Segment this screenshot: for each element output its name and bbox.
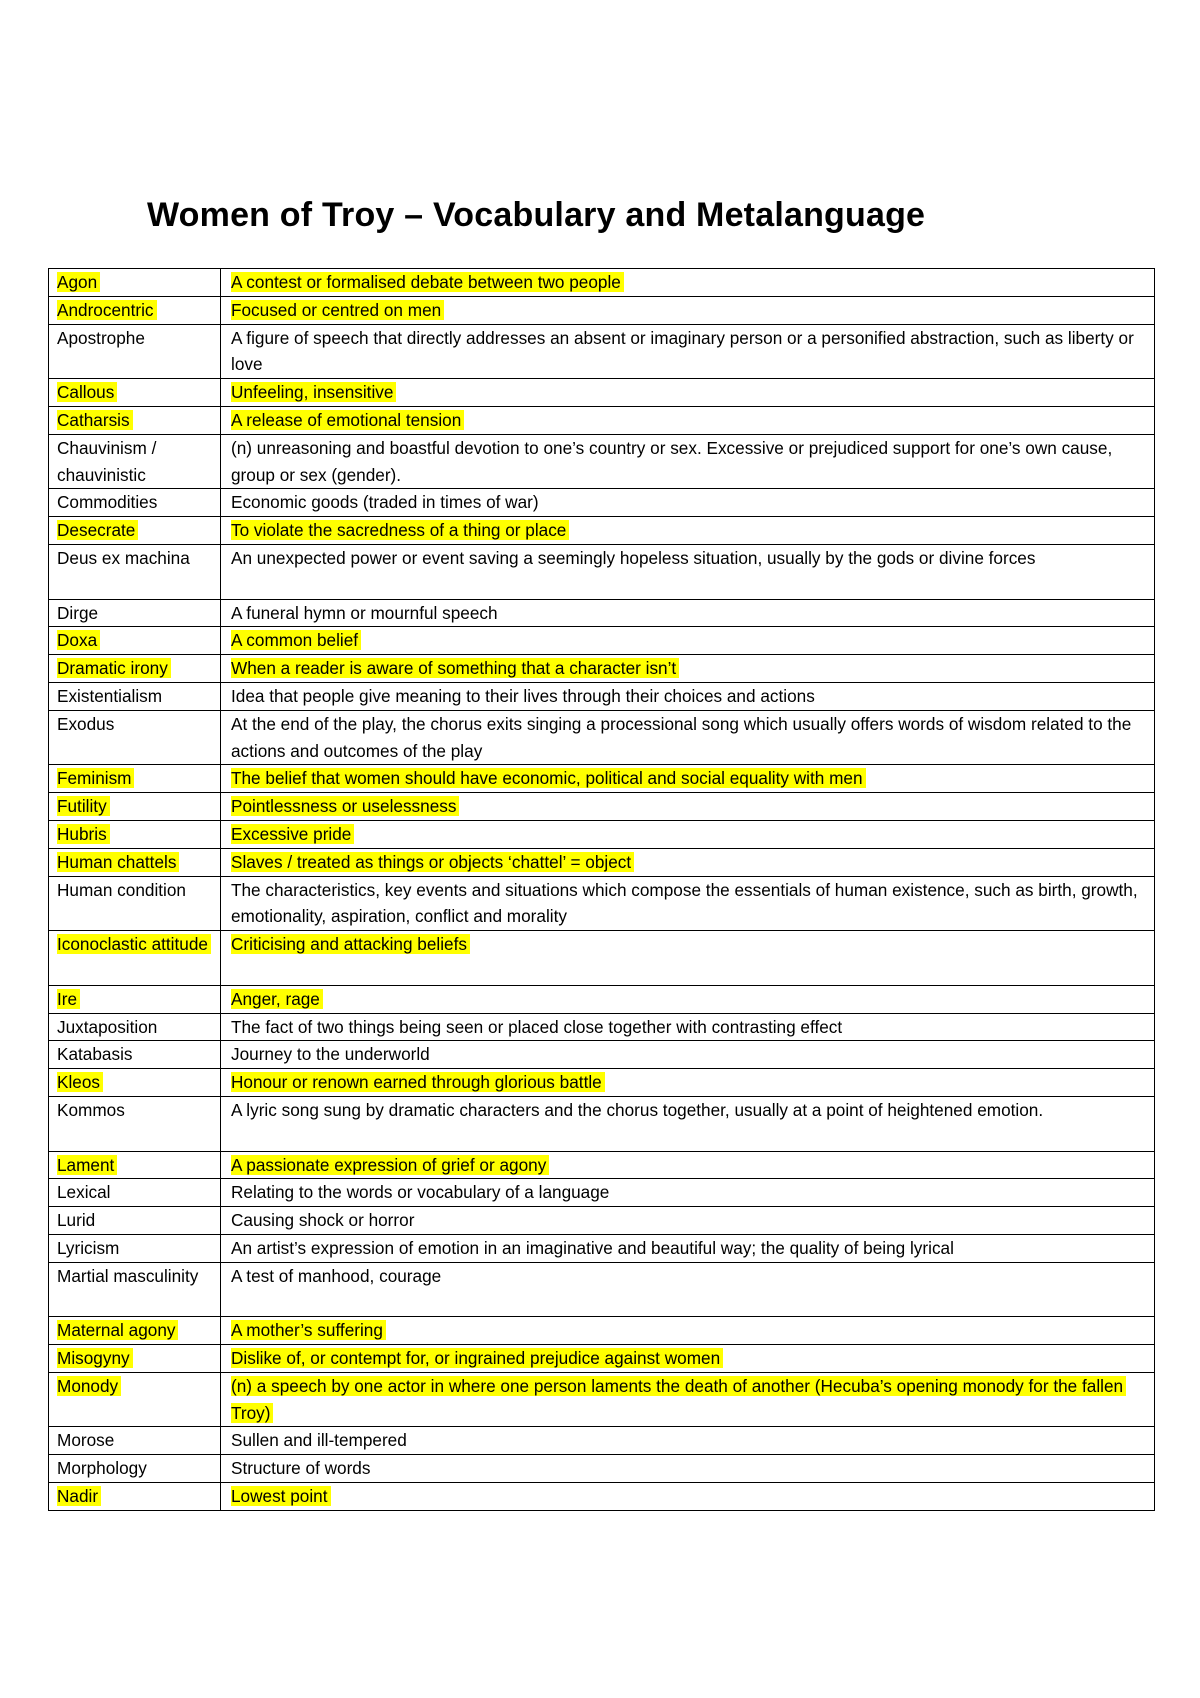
definition-text: A contest or formalised debate between two people xyxy=(231,272,624,292)
definition-text: A funeral hymn or mournful speech xyxy=(231,602,498,623)
term-text: Nadir xyxy=(57,1486,101,1506)
table-row xyxy=(49,1372,1155,1427)
table-row xyxy=(49,1207,1155,1235)
term-text: Agon xyxy=(57,272,100,292)
term-cell xyxy=(49,1317,221,1345)
table-row xyxy=(49,1069,1155,1097)
term-cell xyxy=(49,682,221,710)
term-text: Chauvinism / chauvinistic xyxy=(57,437,157,485)
table-row xyxy=(49,655,1155,683)
table-row xyxy=(49,296,1155,324)
definition-cell xyxy=(221,324,1155,379)
term-cell xyxy=(49,765,221,793)
term-cell xyxy=(49,489,221,517)
vocabulary-table-body xyxy=(49,269,1155,1511)
definition-cell xyxy=(221,1234,1155,1262)
term-cell xyxy=(49,627,221,655)
term-cell xyxy=(49,1262,221,1317)
table-row xyxy=(49,793,1155,821)
table-row xyxy=(49,1179,1155,1207)
definition-text: The characteristics, key events and situations which compose the essentials of human existence, such as birth, growth, emotionality, aspiration, conflict and morality xyxy=(231,879,1138,927)
term-text: Ire xyxy=(57,989,80,1009)
term-text: Iconoclastic attitude xyxy=(57,934,211,954)
definition-cell xyxy=(221,1013,1155,1041)
definition-cell xyxy=(221,1041,1155,1069)
term-cell xyxy=(49,710,221,765)
definition-cell xyxy=(221,682,1155,710)
definition-text: An artist’s expression of emotion in an imaginative and beautiful way; the quality of being lyrical xyxy=(231,1237,954,1258)
term-cell xyxy=(49,793,221,821)
term-cell xyxy=(49,655,221,683)
term-text: Deus ex machina xyxy=(57,547,190,568)
table-row xyxy=(49,1427,1155,1455)
term-cell xyxy=(49,1151,221,1179)
definition-text: A common belief xyxy=(231,630,361,650)
definition-cell xyxy=(221,1262,1155,1317)
term-text: Juxtaposition xyxy=(57,1016,158,1037)
definition-text: An unexpected power or event saving a seemingly hopeless situation, usually by the gods or divine forces xyxy=(231,547,1036,568)
definition-text: Sullen and ill-tempered xyxy=(231,1430,407,1451)
definition-text: A mother’s suffering xyxy=(231,1320,386,1340)
definition-cell xyxy=(221,710,1155,765)
definition-text: Relating to the words or vocabulary of a language xyxy=(231,1182,610,1203)
table-row xyxy=(49,1151,1155,1179)
term-text: Lexical xyxy=(57,1182,111,1203)
term-text: Apostrophe xyxy=(57,327,145,348)
term-cell xyxy=(49,599,221,627)
table-row xyxy=(49,324,1155,379)
term-text: Monody xyxy=(57,1376,121,1396)
definition-text: Economic goods (traded in times of war) xyxy=(231,492,539,513)
term-cell xyxy=(49,434,221,489)
term-text: Dramatic irony xyxy=(57,658,171,678)
term-text: Human chattels xyxy=(57,852,179,872)
term-cell xyxy=(49,848,221,876)
term-text: Exodus xyxy=(57,713,115,734)
table-row xyxy=(49,434,1155,489)
term-cell xyxy=(49,931,221,986)
term-text: Commodities xyxy=(57,492,158,513)
term-text: Katabasis xyxy=(57,1044,133,1065)
definition-text: Journey to the underworld xyxy=(231,1044,430,1065)
vocabulary-table xyxy=(48,268,1155,1511)
table-row xyxy=(49,985,1155,1013)
term-text: Callous xyxy=(57,382,117,402)
definition-text: Idea that people give meaning to their lives through their choices and actions xyxy=(231,685,815,706)
definition-text: Lowest point xyxy=(231,1486,331,1506)
term-cell xyxy=(49,1013,221,1041)
term-cell xyxy=(49,544,221,599)
term-cell xyxy=(49,1069,221,1097)
table-row xyxy=(49,848,1155,876)
term-cell xyxy=(49,985,221,1013)
term-cell xyxy=(49,1372,221,1427)
table-row xyxy=(49,406,1155,434)
definition-text: Focused or centred on men xyxy=(231,300,444,320)
term-cell xyxy=(49,406,221,434)
definition-text: The belief that women should have economic, political and social equality with men xyxy=(231,768,866,788)
table-row xyxy=(49,1455,1155,1483)
term-text: Morose xyxy=(57,1430,115,1451)
table-row xyxy=(49,765,1155,793)
definition-text: A passionate expression of grief or agony xyxy=(231,1155,549,1175)
table-row xyxy=(49,1317,1155,1345)
table-row xyxy=(49,1345,1155,1373)
definition-cell xyxy=(221,1179,1155,1207)
term-text: Hubris xyxy=(57,824,110,844)
definition-cell xyxy=(221,1483,1155,1511)
definition-cell xyxy=(221,517,1155,545)
table-row xyxy=(49,1041,1155,1069)
term-text: Lament xyxy=(57,1155,117,1175)
term-cell xyxy=(49,1483,221,1511)
definition-text: When a reader is aware of something that a character isn’t xyxy=(231,658,679,678)
definition-text: A lyric song sung by dramatic characters and the chorus together, usually at a point of heightened emotion. xyxy=(231,1099,1044,1120)
term-text: Kommos xyxy=(57,1099,125,1120)
table-row xyxy=(49,379,1155,407)
document-title: Women of Troy – Vocabulary and Metalanguage xyxy=(147,196,926,234)
definition-text: At the end of the play, the chorus exits singing a processional song which usually offers words of wisdom related to the actions and outcomes of the play xyxy=(231,713,1132,761)
definition-text: Honour or renown earned through glorious battle xyxy=(231,1072,605,1092)
definition-cell xyxy=(221,434,1155,489)
definition-cell xyxy=(221,1345,1155,1373)
term-text: Androcentric xyxy=(57,300,157,320)
table-row xyxy=(49,1013,1155,1041)
definition-cell xyxy=(221,296,1155,324)
term-cell xyxy=(49,1455,221,1483)
table-row xyxy=(49,1234,1155,1262)
table-row xyxy=(49,544,1155,599)
term-text: Doxa xyxy=(57,630,100,650)
term-text: Martial masculinity xyxy=(57,1265,199,1286)
definition-text: (n) unreasoning and boastful devotion to one’s country or sex. Excessive or prejudiced support for one’s own cause, group or sex (gender). xyxy=(231,437,1113,485)
term-text: Existentialism xyxy=(57,685,163,706)
definition-text: Pointlessness or uselessness xyxy=(231,796,459,816)
definition-cell xyxy=(221,876,1155,931)
definition-cell xyxy=(221,599,1155,627)
term-cell xyxy=(49,379,221,407)
table-row xyxy=(49,599,1155,627)
definition-cell xyxy=(221,1372,1155,1427)
definition-cell xyxy=(221,489,1155,517)
definition-text: A figure of speech that directly addresses an absent or imaginary person or a personified abstraction, such as liberty or love xyxy=(231,327,1134,375)
definition-cell xyxy=(221,793,1155,821)
table-row xyxy=(49,931,1155,986)
definition-text: A test of manhood, courage xyxy=(231,1265,442,1286)
definition-cell xyxy=(221,1151,1155,1179)
table-row xyxy=(49,1262,1155,1317)
table-row xyxy=(49,876,1155,931)
term-cell xyxy=(49,1234,221,1262)
definition-cell xyxy=(221,765,1155,793)
definition-cell xyxy=(221,627,1155,655)
definition-cell xyxy=(221,1069,1155,1097)
definition-cell xyxy=(221,1207,1155,1235)
term-cell xyxy=(49,820,221,848)
table-row xyxy=(49,710,1155,765)
table-row xyxy=(49,489,1155,517)
term-text: Misogyny xyxy=(57,1348,133,1368)
definition-text: The fact of two things being seen or placed close together with contrasting effect xyxy=(231,1016,843,1037)
definition-cell xyxy=(221,985,1155,1013)
term-text: Futility xyxy=(57,796,110,816)
term-cell xyxy=(49,1096,221,1151)
term-text: Morphology xyxy=(57,1458,147,1479)
table-row xyxy=(49,1096,1155,1151)
definition-text: Unfeeling, insensitive xyxy=(231,382,396,402)
term-cell xyxy=(49,1207,221,1235)
table-row xyxy=(49,517,1155,545)
term-cell xyxy=(49,296,221,324)
term-text: Maternal agony xyxy=(57,1320,178,1340)
definition-text: (n) a speech by one actor in where one person laments the death of another (Hecuba’s opening monody for the fallen Troy) xyxy=(231,1376,1126,1423)
definition-text: A release of emotional tension xyxy=(231,410,464,430)
table-row xyxy=(49,627,1155,655)
definition-cell xyxy=(221,544,1155,599)
term-text: Dirge xyxy=(57,602,99,623)
term-text: Lyricism xyxy=(57,1237,120,1258)
table-row xyxy=(49,682,1155,710)
term-cell xyxy=(49,1041,221,1069)
definition-text: Criticising and attacking beliefs xyxy=(231,934,470,954)
definition-cell xyxy=(221,848,1155,876)
table-row xyxy=(49,820,1155,848)
term-cell xyxy=(49,1427,221,1455)
definition-text: Dislike of, or contempt for, or ingrained prejudice against women xyxy=(231,1348,723,1368)
definition-text: Slaves / treated as things or objects ‘chattel’ = object xyxy=(231,852,634,872)
definition-cell xyxy=(221,1427,1155,1455)
definition-text: Causing shock or horror xyxy=(231,1210,415,1231)
term-cell xyxy=(49,1179,221,1207)
term-text: Kleos xyxy=(57,1072,103,1092)
definition-cell xyxy=(221,269,1155,297)
term-cell xyxy=(49,1345,221,1373)
definition-cell xyxy=(221,1096,1155,1151)
table-row xyxy=(49,1483,1155,1511)
definition-cell xyxy=(221,931,1155,986)
definition-text: Structure of words xyxy=(231,1458,371,1479)
term-cell xyxy=(49,517,221,545)
definition-cell xyxy=(221,655,1155,683)
table-row xyxy=(49,269,1155,297)
term-text: Human condition xyxy=(57,879,186,900)
term-text: Lurid xyxy=(57,1210,96,1231)
definition-text: To violate the sacredness of a thing or place xyxy=(231,520,569,540)
term-cell xyxy=(49,876,221,931)
definition-cell xyxy=(221,1317,1155,1345)
term-text: Catharsis xyxy=(57,410,133,430)
definition-cell xyxy=(221,379,1155,407)
definition-cell xyxy=(221,820,1155,848)
definition-cell xyxy=(221,406,1155,434)
term-text: Desecrate xyxy=(57,520,138,540)
definition-cell xyxy=(221,1455,1155,1483)
term-text: Feminism xyxy=(57,768,134,788)
term-cell xyxy=(49,269,221,297)
definition-text: Excessive pride xyxy=(231,824,354,844)
definition-text: Anger, rage xyxy=(231,989,323,1009)
term-cell xyxy=(49,324,221,379)
